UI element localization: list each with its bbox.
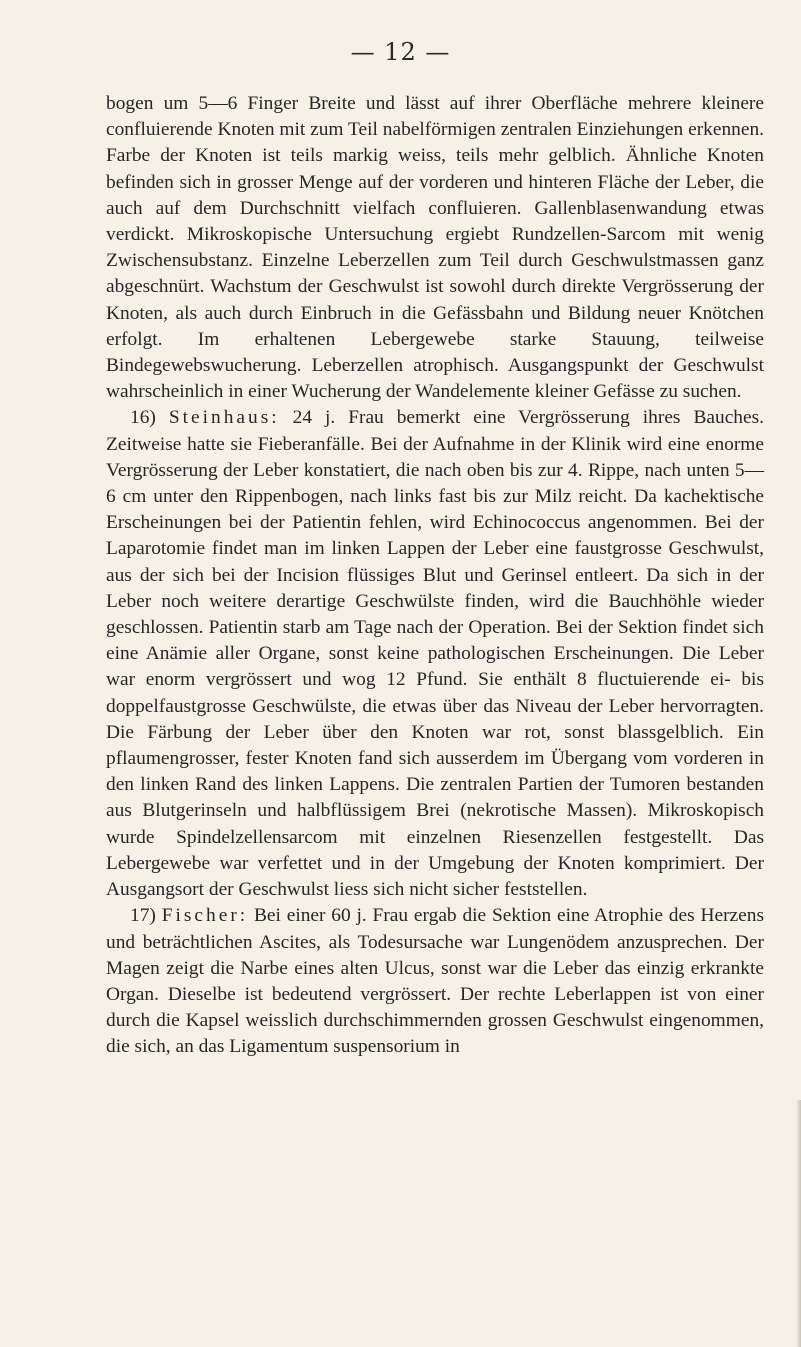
paragraph-case-16 [106, 405, 764, 903]
case-author: Fischer: [161, 905, 249, 927]
body-text [106, 91, 764, 1061]
case-text: 24 j. Frau bemerkt eine Vergrösserung ihres Bauches. Zeitweise hatte sie Fieberanfälle. Bei der Aufnahme in der Klinik wird eine enorme Vergrösserung der Leber konstatiert, die nach oben bis zur 4. Rippe, nach unten 5—6 cm unter den Rippenbogen, nach links fast bis zur Milz reicht. Da kachektische Erscheinungen bei der Patientin fehlen, wird Echinococcus angenommen. Bei der Laparotomie findet man im linken Lappen der Leber eine faustgrosse Geschwulst, aus der sich bei der Incision flüssiges Blut und Gerinsel entleert. Da sich in der Leber noch weitere derartige Geschwülste finden, wird die Bauchhöhle wieder geschlossen. Patientin starb am Tage nach der Operation. Bei der Sektion findet sich eine Anämie aller Organe, sonst keine pathologischen Erscheinungen. Die Leber war enorm vergrössert und wog 12 Pfund. Sie enthält 8 fluctuierende ei- bis doppelfaustgrosse Geschwülste, die etwas über das Niveau der Leber hervorragten. Die Färbung der Leber über den Knoten war rot, sonst blassgelblich. Ein pflaumengrosser, fester Knoten fand sich ausserdem im Übergang vom vorderen in den linken Rand des linken Lappens. Die zentralen Partien der Tumoren bestanden aus Blutgerinseln und halbflüssigem Brei (nekrotische Massen). Mikroskopisch wurde Spindelzellensarcom mit einzelnen Riesenzellen festgestellt. Das Lebergewebe war verfettet und in der Umgebung der Knoten komprimiert. Der Ausgangsort der Geschwulst liess sich nicht sicher feststellen. [106, 407, 764, 901]
case-author: Steinhaus: [168, 407, 280, 429]
paragraph-case-17 [106, 903, 764, 1060]
paragraph-continuation: bogen um 5—6 Finger Breite und lässt auf ihrer Oberfläche mehrere kleinere confluierende Knoten mit zum Teil nabelförmigen zentralen Einziehungen erkennen. Farbe der Knoten ist teils markig weiss, teils mehr gelblich. Ähnliche Knoten befinden sich in grosser Menge auf der vorderen und hinteren Fläche der Leber, die auch auf dem Durchschnitt vielfach confluieren. Gallenblasenwandung etwas verdickt. Mikroskopische Untersuchung ergiebt Rundzellen-Sarcom mit wenig Zwischensubstanz. Einzelne Leberzellen zum Teil durch Geschwulstmassen ganz abgeschnürt. Wachstum der Geschwulst ist sowohl durch direkte Vergrösserung der Knoten, als auch durch Einbruch in die Gefässbahn und Bildung neuer Knötchen erfolgt. Im erhaltenen Lebergewebe starke Stauung, teilweise Bindegewebswucherung. Leberzellen atrophisch. Ausgangspunkt der Geschwulst wahrscheinlich in einer Wucherung der Wandelemente kleiner Gefässe zu suchen. [106, 93, 764, 403]
case-number: 17) [130, 905, 156, 927]
page-edge-shadow [796, 1100, 801, 1347]
page-number: — 12 — [350, 38, 451, 66]
case-number: 16) [130, 407, 156, 429]
case-text: Bei einer 60 j. Frau ergab die Sektion eine Atrophie des Herzens und beträchtlichen Ascites, als Todesursache war Lungenödem anzusprechen. Der Magen zeigt die Narbe eines alten Ulcus, sonst war die Leber das einzig erkrankte Organ. Dieselbe ist bedeutend vergrössert. Der rechte Leberlappen ist von einer durch die Kapsel weisslich durchschimmernden grossen Geschwulst eingenommen, die sich, an das Ligamentum suspensorium in [106, 905, 764, 1058]
